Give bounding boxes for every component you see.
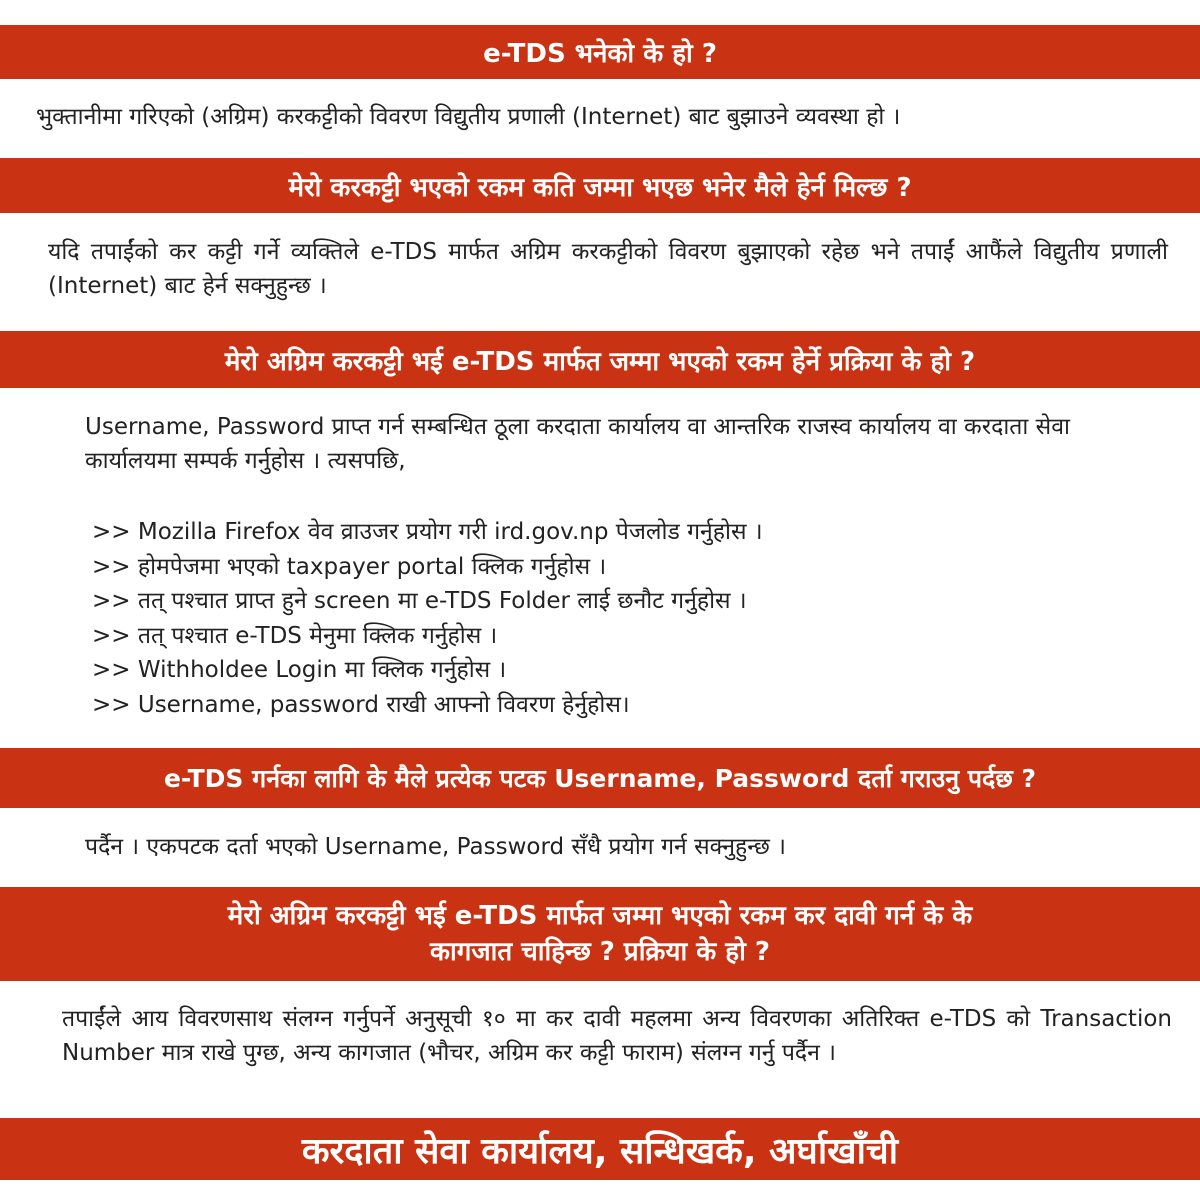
section-3-steps-list — [92, 515, 1172, 722]
step-item: >> Mozilla Firefox वेव व्राउजर प्रयोग गरी ird.gov.np पेजलोड गर्नुहोस । — [92, 519, 763, 545]
section-4-answer: पर्दैन । एकपटक दर्ता भएको Username, Password सँधै प्रयोग गर्न सक्नुहुन्छ । — [85, 834, 786, 860]
footer-text: करदाता सेवा कार्यालय, सन्धिखर्क, अर्घाखाँची — [301, 1130, 899, 1172]
footer-office-name — [0, 1118, 1200, 1180]
section-1-answer: भुक्तानीमा गरिएको (अग्रिम) करकट्टीको विवरण विद्युतीय प्रणाली (Internet) बाट बुझाउने व्यवस्था हो । — [36, 104, 901, 130]
section-5-question-line-1: मेरो अग्रिम करकट्टी भई e-TDS मार्फत जम्मा भएको रकम कर दावी गर्न के के — [227, 901, 973, 931]
section-5-answer: तपाईंले आय विवरणसाथ संलग्न गर्नुपर्ने अनुसूची १० मा कर दावी महलमा अन्य विवरणका अतिरिक्त e-TDS को Transaction Number मात्र राखे पुग्छ, अन्य कागजात (भौचर, अग्रिम कर कट्टी फाराम) संलग्न गर्नु पर्दैन । — [62, 1006, 1172, 1066]
section-3-intro: Username, Password प्राप्त गर्न सम्बन्धित ठूला करदाता कार्यालय वा आन्तरिक राजस्व कार्यालय वा करदाता सेवा कार्यालयमा सम्पर्क गर्नुहोस । त्यसपछि, — [85, 414, 1070, 474]
section-5-question-line-2: कागजात चाहिन्छ ? प्रक्रिया के हो ? — [430, 937, 770, 967]
section-4-question-heading — [0, 748, 1200, 808]
section-2-question-heading — [0, 158, 1200, 213]
section-2-answer: यदि तपाईंको कर कट्टी गर्ने व्यक्तिले e-TDS मार्फत अग्रिम करकट्टीको विवरण बुझाएको रहेछ भने तपाईं आफैंले विद्युतीय प्रणाली (Internet) बाट हेर्न सक्नुहुन्छ । — [48, 239, 1168, 299]
step-item: >> होमपेजमा भएको taxpayer portal क्लिक गर्नुहोस । — [92, 553, 607, 580]
section-3-question-text: मेरो अग्रिम करकट्टी भई e-TDS मार्फत जम्मा भएको रकम हेर्ने प्रक्रिया के हो ? — [224, 346, 976, 377]
section-1-question-heading — [0, 25, 1200, 79]
step-item: >> Withholdee Login मा क्लिक गर्नुहोस । — [92, 657, 507, 683]
step-item: >> Username, password राखी आफ्नो विवरण हेर्नुहोस। — [92, 691, 630, 718]
step-item: >> तत् पश्चात e-TDS मेनुमा क्लिक गर्नुहोस । — [92, 622, 498, 649]
section-4-question-text: e-TDS गर्नका लागि के मैले प्रत्येक पटक Username, Password दर्ता गराउनु पर्दछ ? — [163, 764, 1037, 793]
section-5-question-heading — [0, 887, 1200, 981]
step-item: >> तत् पश्चात प्राप्त हुने screen मा e-TDS Folder लाई छनौट गर्नुहोस । — [92, 588, 747, 614]
section-2-question-text: मेरो करकट्टी भएको रकम कति जम्मा भएछ भनेर मैले हेर्न मिल्छ ? — [288, 172, 912, 203]
section-1-question-text: e-TDS भनेको के हो ? — [483, 39, 717, 69]
section-3-question-heading — [0, 331, 1200, 388]
